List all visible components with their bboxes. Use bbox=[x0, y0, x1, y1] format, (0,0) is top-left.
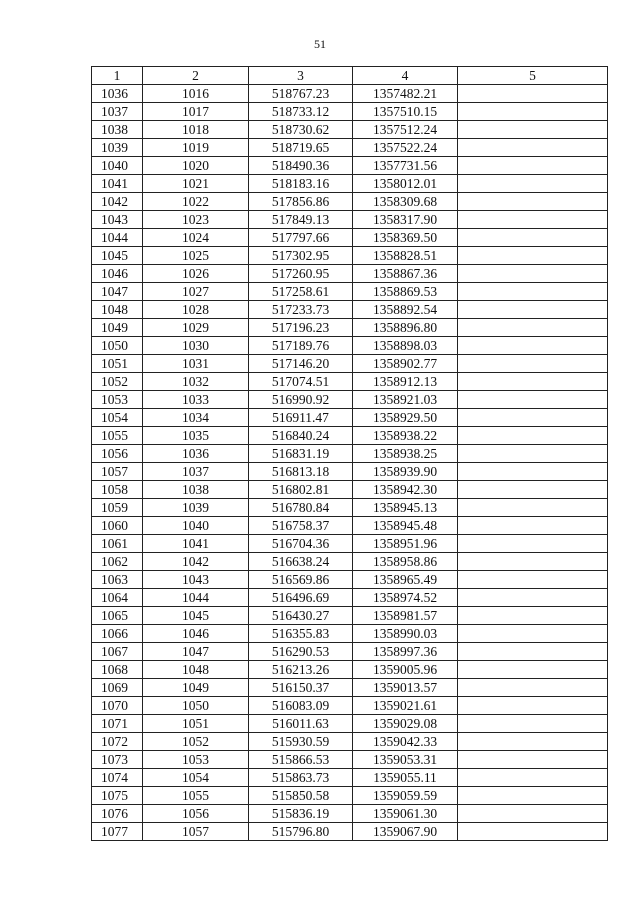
table-cell-col-3: 517146.20 bbox=[249, 355, 353, 373]
table-cell-col-2: 1051 bbox=[143, 715, 249, 733]
table-cell-col-1: 1047 bbox=[92, 283, 143, 301]
table-cell-col-1: 1077 bbox=[92, 823, 143, 841]
column-header-5: 5 bbox=[458, 67, 608, 85]
table-cell-col-3: 516831.19 bbox=[249, 445, 353, 463]
table-cell-col-1: 1042 bbox=[92, 193, 143, 211]
table-cell-col-4: 1358938.22 bbox=[353, 427, 458, 445]
table-cell-col-1: 1048 bbox=[92, 301, 143, 319]
table-cell-col-4: 1359013.57 bbox=[353, 679, 458, 697]
table-cell-col-4: 1357522.24 bbox=[353, 139, 458, 157]
table-cell-col-1: 1067 bbox=[92, 643, 143, 661]
table-row bbox=[92, 589, 608, 607]
table-row bbox=[92, 391, 608, 409]
table-row bbox=[92, 445, 608, 463]
table-row bbox=[92, 571, 608, 589]
table-cell-col-2: 1029 bbox=[143, 319, 249, 337]
table-row bbox=[92, 427, 608, 445]
table-cell-col-4: 1358317.90 bbox=[353, 211, 458, 229]
table-row bbox=[92, 643, 608, 661]
table-cell-col-3: 516213.26 bbox=[249, 661, 353, 679]
table-cell-col-1: 1052 bbox=[92, 373, 143, 391]
table-cell-col-2: 1026 bbox=[143, 265, 249, 283]
table-cell-col-5 bbox=[458, 751, 608, 769]
table-cell-col-2: 1016 bbox=[143, 85, 249, 103]
table-cell-col-2: 1054 bbox=[143, 769, 249, 787]
table-cell-col-3: 516430.27 bbox=[249, 607, 353, 625]
table-cell-col-2: 1017 bbox=[143, 103, 249, 121]
table-cell-col-2: 1023 bbox=[143, 211, 249, 229]
table-cell-col-3: 515930.59 bbox=[249, 733, 353, 751]
table-cell-col-4: 1359042.33 bbox=[353, 733, 458, 751]
table-cell-col-2: 1048 bbox=[143, 661, 249, 679]
table-cell-col-4: 1358965.49 bbox=[353, 571, 458, 589]
table-cell-col-5 bbox=[458, 247, 608, 265]
table-row bbox=[92, 229, 608, 247]
table-cell-col-5 bbox=[458, 643, 608, 661]
table-cell-col-4: 1359053.31 bbox=[353, 751, 458, 769]
table-cell-col-4: 1358929.50 bbox=[353, 409, 458, 427]
table-cell-col-4: 1358898.03 bbox=[353, 337, 458, 355]
column-header-1: 1 bbox=[92, 67, 143, 85]
table-cell-col-3: 515836.19 bbox=[249, 805, 353, 823]
table-cell-col-4: 1358942.30 bbox=[353, 481, 458, 499]
table-cell-col-2: 1030 bbox=[143, 337, 249, 355]
table-row bbox=[92, 481, 608, 499]
table-row bbox=[92, 607, 608, 625]
table-cell-col-2: 1046 bbox=[143, 625, 249, 643]
table-cell-col-4: 1358309.68 bbox=[353, 193, 458, 211]
table-cell-col-5 bbox=[458, 589, 608, 607]
table-row bbox=[92, 301, 608, 319]
table-cell-col-3: 517302.95 bbox=[249, 247, 353, 265]
table-cell-col-5 bbox=[458, 823, 608, 841]
table-cell-col-4: 1359061.30 bbox=[353, 805, 458, 823]
table-body bbox=[92, 85, 608, 841]
table-cell-col-1: 1061 bbox=[92, 535, 143, 553]
table-cell-col-3: 518183.16 bbox=[249, 175, 353, 193]
table-cell-col-4: 1358981.57 bbox=[353, 607, 458, 625]
table-row bbox=[92, 409, 608, 427]
column-header-3: 3 bbox=[249, 67, 353, 85]
table-cell-col-2: 1047 bbox=[143, 643, 249, 661]
table-cell-col-4: 1357731.56 bbox=[353, 157, 458, 175]
table-cell-col-5 bbox=[458, 193, 608, 211]
table-row bbox=[92, 463, 608, 481]
table-row bbox=[92, 769, 608, 787]
table-row bbox=[92, 85, 608, 103]
table-cell-col-2: 1042 bbox=[143, 553, 249, 571]
table-row bbox=[92, 175, 608, 193]
table-cell-col-1: 1076 bbox=[92, 805, 143, 823]
table-cell-col-5 bbox=[458, 661, 608, 679]
table-cell-col-4: 1358369.50 bbox=[353, 229, 458, 247]
table-cell-col-1: 1072 bbox=[92, 733, 143, 751]
table-cell-col-3: 517074.51 bbox=[249, 373, 353, 391]
table-cell-col-5 bbox=[458, 499, 608, 517]
table-cell-col-5 bbox=[458, 139, 608, 157]
table-cell-col-1: 1050 bbox=[92, 337, 143, 355]
table-cell-col-3: 516990.92 bbox=[249, 391, 353, 409]
table-cell-col-3: 518719.65 bbox=[249, 139, 353, 157]
table-cell-col-4: 1358896.80 bbox=[353, 319, 458, 337]
table-row bbox=[92, 625, 608, 643]
table-cell-col-5 bbox=[458, 175, 608, 193]
table-cell-col-4: 1358939.90 bbox=[353, 463, 458, 481]
table-cell-col-4: 1359067.90 bbox=[353, 823, 458, 841]
table-cell-col-4: 1358869.53 bbox=[353, 283, 458, 301]
table-cell-col-1: 1073 bbox=[92, 751, 143, 769]
table-cell-col-3: 516355.83 bbox=[249, 625, 353, 643]
table-cell-col-5 bbox=[458, 733, 608, 751]
table-cell-col-4: 1359005.96 bbox=[353, 661, 458, 679]
table-cell-col-5 bbox=[458, 427, 608, 445]
table-row bbox=[92, 733, 608, 751]
table-cell-col-4: 1358951.96 bbox=[353, 535, 458, 553]
table-cell-col-1: 1036 bbox=[92, 85, 143, 103]
column-header-4: 4 bbox=[353, 67, 458, 85]
table-cell-col-5 bbox=[458, 103, 608, 121]
table-cell-col-1: 1039 bbox=[92, 139, 143, 157]
table-cell-col-1: 1056 bbox=[92, 445, 143, 463]
table-cell-col-2: 1031 bbox=[143, 355, 249, 373]
table-cell-col-1: 1053 bbox=[92, 391, 143, 409]
table-cell-col-3: 516638.24 bbox=[249, 553, 353, 571]
table-cell-col-3: 518490.36 bbox=[249, 157, 353, 175]
table-row bbox=[92, 121, 608, 139]
table-cell-col-5 bbox=[458, 769, 608, 787]
table-cell-col-5 bbox=[458, 805, 608, 823]
table-cell-col-5 bbox=[458, 679, 608, 697]
table-row bbox=[92, 715, 608, 733]
table-cell-col-4: 1358938.25 bbox=[353, 445, 458, 463]
table-cell-col-4: 1358958.86 bbox=[353, 553, 458, 571]
table-cell-col-1: 1045 bbox=[92, 247, 143, 265]
table-row bbox=[92, 211, 608, 229]
table-cell-col-1: 1055 bbox=[92, 427, 143, 445]
table-cell-col-5 bbox=[458, 229, 608, 247]
table-cell-col-2: 1049 bbox=[143, 679, 249, 697]
table-cell-col-4: 1358945.13 bbox=[353, 499, 458, 517]
table-row bbox=[92, 355, 608, 373]
table-cell-col-2: 1040 bbox=[143, 517, 249, 535]
table-cell-col-3: 516802.81 bbox=[249, 481, 353, 499]
table-cell-col-2: 1036 bbox=[143, 445, 249, 463]
table-cell-col-4: 1358892.54 bbox=[353, 301, 458, 319]
table-cell-col-4: 1359021.61 bbox=[353, 697, 458, 715]
table-row bbox=[92, 517, 608, 535]
table-cell-col-2: 1053 bbox=[143, 751, 249, 769]
table-cell-col-3: 516150.37 bbox=[249, 679, 353, 697]
table-cell-col-3: 517856.86 bbox=[249, 193, 353, 211]
table-cell-col-1: 1040 bbox=[92, 157, 143, 175]
table-cell-col-4: 1358945.48 bbox=[353, 517, 458, 535]
table-cell-col-4: 1358997.36 bbox=[353, 643, 458, 661]
table-cell-col-1: 1044 bbox=[92, 229, 143, 247]
table-cell-col-3: 517233.73 bbox=[249, 301, 353, 319]
table-cell-col-5 bbox=[458, 445, 608, 463]
table-cell-col-1: 1066 bbox=[92, 625, 143, 643]
table-cell-col-1: 1068 bbox=[92, 661, 143, 679]
table-cell-col-5 bbox=[458, 265, 608, 283]
table-cell-col-3: 515866.53 bbox=[249, 751, 353, 769]
table-cell-col-3: 517797.66 bbox=[249, 229, 353, 247]
table-cell-col-5 bbox=[458, 283, 608, 301]
table-cell-col-1: 1071 bbox=[92, 715, 143, 733]
table-cell-col-3: 518733.12 bbox=[249, 103, 353, 121]
table-cell-col-5 bbox=[458, 787, 608, 805]
table-cell-col-2: 1024 bbox=[143, 229, 249, 247]
table-row bbox=[92, 265, 608, 283]
table-cell-col-1: 1065 bbox=[92, 607, 143, 625]
table-cell-col-1: 1054 bbox=[92, 409, 143, 427]
table-cell-col-4: 1359055.11 bbox=[353, 769, 458, 787]
table-cell-col-2: 1055 bbox=[143, 787, 249, 805]
table-row bbox=[92, 139, 608, 157]
table-cell-col-3: 516083.09 bbox=[249, 697, 353, 715]
table-cell-col-4: 1358921.03 bbox=[353, 391, 458, 409]
table-cell-col-1: 1060 bbox=[92, 517, 143, 535]
table-row bbox=[92, 337, 608, 355]
table-row bbox=[92, 373, 608, 391]
table-cell-col-3: 516011.63 bbox=[249, 715, 353, 733]
table-cell-col-5 bbox=[458, 85, 608, 103]
table-row bbox=[92, 697, 608, 715]
table-cell-col-2: 1057 bbox=[143, 823, 249, 841]
table-cell-col-2: 1044 bbox=[143, 589, 249, 607]
table-cell-col-4: 1358990.03 bbox=[353, 625, 458, 643]
table-cell-col-2: 1050 bbox=[143, 697, 249, 715]
table-cell-col-3: 516290.53 bbox=[249, 643, 353, 661]
table-cell-col-1: 1074 bbox=[92, 769, 143, 787]
table-cell-col-1: 1075 bbox=[92, 787, 143, 805]
table-cell-col-3: 515863.73 bbox=[249, 769, 353, 787]
column-header-2: 2 bbox=[143, 67, 249, 85]
table-cell-col-2: 1022 bbox=[143, 193, 249, 211]
table-cell-col-3: 516840.24 bbox=[249, 427, 353, 445]
table-cell-col-3: 516813.18 bbox=[249, 463, 353, 481]
page-number: 51 bbox=[314, 37, 326, 51]
table-cell-col-2: 1043 bbox=[143, 571, 249, 589]
table-cell-col-3: 518730.62 bbox=[249, 121, 353, 139]
table-cell-col-4: 1357512.24 bbox=[353, 121, 458, 139]
table-cell-col-5 bbox=[458, 319, 608, 337]
table-cell-col-1: 1058 bbox=[92, 481, 143, 499]
table-row bbox=[92, 787, 608, 805]
table-cell-col-4: 1358012.01 bbox=[353, 175, 458, 193]
table-cell-col-3: 517196.23 bbox=[249, 319, 353, 337]
table-cell-col-3: 516758.37 bbox=[249, 517, 353, 535]
table-cell-col-5 bbox=[458, 697, 608, 715]
table-cell-col-5 bbox=[458, 481, 608, 499]
table-cell-col-2: 1056 bbox=[143, 805, 249, 823]
table-cell-col-1: 1062 bbox=[92, 553, 143, 571]
table-cell-col-2: 1032 bbox=[143, 373, 249, 391]
table-row bbox=[92, 499, 608, 517]
table-row bbox=[92, 553, 608, 571]
table-cell-col-1: 1051 bbox=[92, 355, 143, 373]
table-cell-col-3: 517260.95 bbox=[249, 265, 353, 283]
table-cell-col-1: 1057 bbox=[92, 463, 143, 481]
table-cell-col-1: 1046 bbox=[92, 265, 143, 283]
table-row bbox=[92, 319, 608, 337]
table-cell-col-1: 1043 bbox=[92, 211, 143, 229]
table-cell-col-1: 1037 bbox=[92, 103, 143, 121]
table-cell-col-5 bbox=[458, 211, 608, 229]
table-cell-col-4: 1358867.36 bbox=[353, 265, 458, 283]
table-cell-col-5 bbox=[458, 715, 608, 733]
table-cell-col-5 bbox=[458, 337, 608, 355]
table-cell-col-5 bbox=[458, 409, 608, 427]
table-cell-col-3: 518767.23 bbox=[249, 85, 353, 103]
table-cell-col-2: 1038 bbox=[143, 481, 249, 499]
table-cell-col-3: 517258.61 bbox=[249, 283, 353, 301]
table-cell-col-5 bbox=[458, 625, 608, 643]
table-row bbox=[92, 679, 608, 697]
table-cell-col-2: 1033 bbox=[143, 391, 249, 409]
table-cell-col-5 bbox=[458, 607, 608, 625]
table-cell-col-3: 517849.13 bbox=[249, 211, 353, 229]
table-cell-col-1: 1038 bbox=[92, 121, 143, 139]
table-cell-col-2: 1035 bbox=[143, 427, 249, 445]
table-cell-col-5 bbox=[458, 517, 608, 535]
table-cell-col-2: 1037 bbox=[143, 463, 249, 481]
table-cell-col-2: 1034 bbox=[143, 409, 249, 427]
table-cell-col-3: 516496.69 bbox=[249, 589, 353, 607]
table-cell-col-3: 516911.47 bbox=[249, 409, 353, 427]
table-cell-col-4: 1358902.77 bbox=[353, 355, 458, 373]
table-row bbox=[92, 157, 608, 175]
table-cell-col-4: 1357482.21 bbox=[353, 85, 458, 103]
table-cell-col-2: 1027 bbox=[143, 283, 249, 301]
table-cell-col-5 bbox=[458, 391, 608, 409]
table-cell-col-2: 1045 bbox=[143, 607, 249, 625]
table-cell-col-1: 1059 bbox=[92, 499, 143, 517]
table-cell-col-2: 1018 bbox=[143, 121, 249, 139]
table-cell-col-3: 516704.36 bbox=[249, 535, 353, 553]
table-cell-col-1: 1070 bbox=[92, 697, 143, 715]
table-row bbox=[92, 661, 608, 679]
table-cell-col-1: 1041 bbox=[92, 175, 143, 193]
table-cell-col-4: 1358974.52 bbox=[353, 589, 458, 607]
table-cell-col-5 bbox=[458, 553, 608, 571]
coordinates-table bbox=[91, 66, 608, 841]
table-cell-col-1: 1049 bbox=[92, 319, 143, 337]
table-cell-col-5 bbox=[458, 373, 608, 391]
table-cell-col-3: 515850.58 bbox=[249, 787, 353, 805]
table-cell-col-2: 1020 bbox=[143, 157, 249, 175]
table-cell-col-1: 1064 bbox=[92, 589, 143, 607]
table-cell-col-2: 1028 bbox=[143, 301, 249, 319]
table-cell-col-5 bbox=[458, 463, 608, 481]
table-cell-col-4: 1359029.08 bbox=[353, 715, 458, 733]
table-cell-col-2: 1039 bbox=[143, 499, 249, 517]
table-cell-col-4: 1358912.13 bbox=[353, 373, 458, 391]
table-cell-col-3: 517189.76 bbox=[249, 337, 353, 355]
table-cell-col-4: 1357510.15 bbox=[353, 103, 458, 121]
table-cell-col-4: 1359059.59 bbox=[353, 787, 458, 805]
table-cell-col-2: 1041 bbox=[143, 535, 249, 553]
table-cell-col-5 bbox=[458, 355, 608, 373]
table-cell-col-5 bbox=[458, 535, 608, 553]
table-row bbox=[92, 805, 608, 823]
table-cell-col-5 bbox=[458, 121, 608, 139]
table-cell-col-2: 1021 bbox=[143, 175, 249, 193]
table-cell-col-5 bbox=[458, 301, 608, 319]
table-cell-col-3: 515796.80 bbox=[249, 823, 353, 841]
table-row bbox=[92, 823, 608, 841]
table-row bbox=[92, 283, 608, 301]
table-header-row bbox=[92, 67, 608, 85]
table-cell-col-3: 516569.86 bbox=[249, 571, 353, 589]
table-cell-col-4: 1358828.51 bbox=[353, 247, 458, 265]
table-cell-col-1: 1069 bbox=[92, 679, 143, 697]
table-cell-col-1: 1063 bbox=[92, 571, 143, 589]
table-cell-col-5 bbox=[458, 571, 608, 589]
table-cell-col-2: 1052 bbox=[143, 733, 249, 751]
table-row bbox=[92, 751, 608, 769]
table-cell-col-3: 516780.84 bbox=[249, 499, 353, 517]
table-row bbox=[92, 103, 608, 121]
table-row bbox=[92, 193, 608, 211]
table-row bbox=[92, 535, 608, 553]
table-cell-col-2: 1019 bbox=[143, 139, 249, 157]
table-row bbox=[92, 247, 608, 265]
table-cell-col-5 bbox=[458, 157, 608, 175]
table-cell-col-2: 1025 bbox=[143, 247, 249, 265]
